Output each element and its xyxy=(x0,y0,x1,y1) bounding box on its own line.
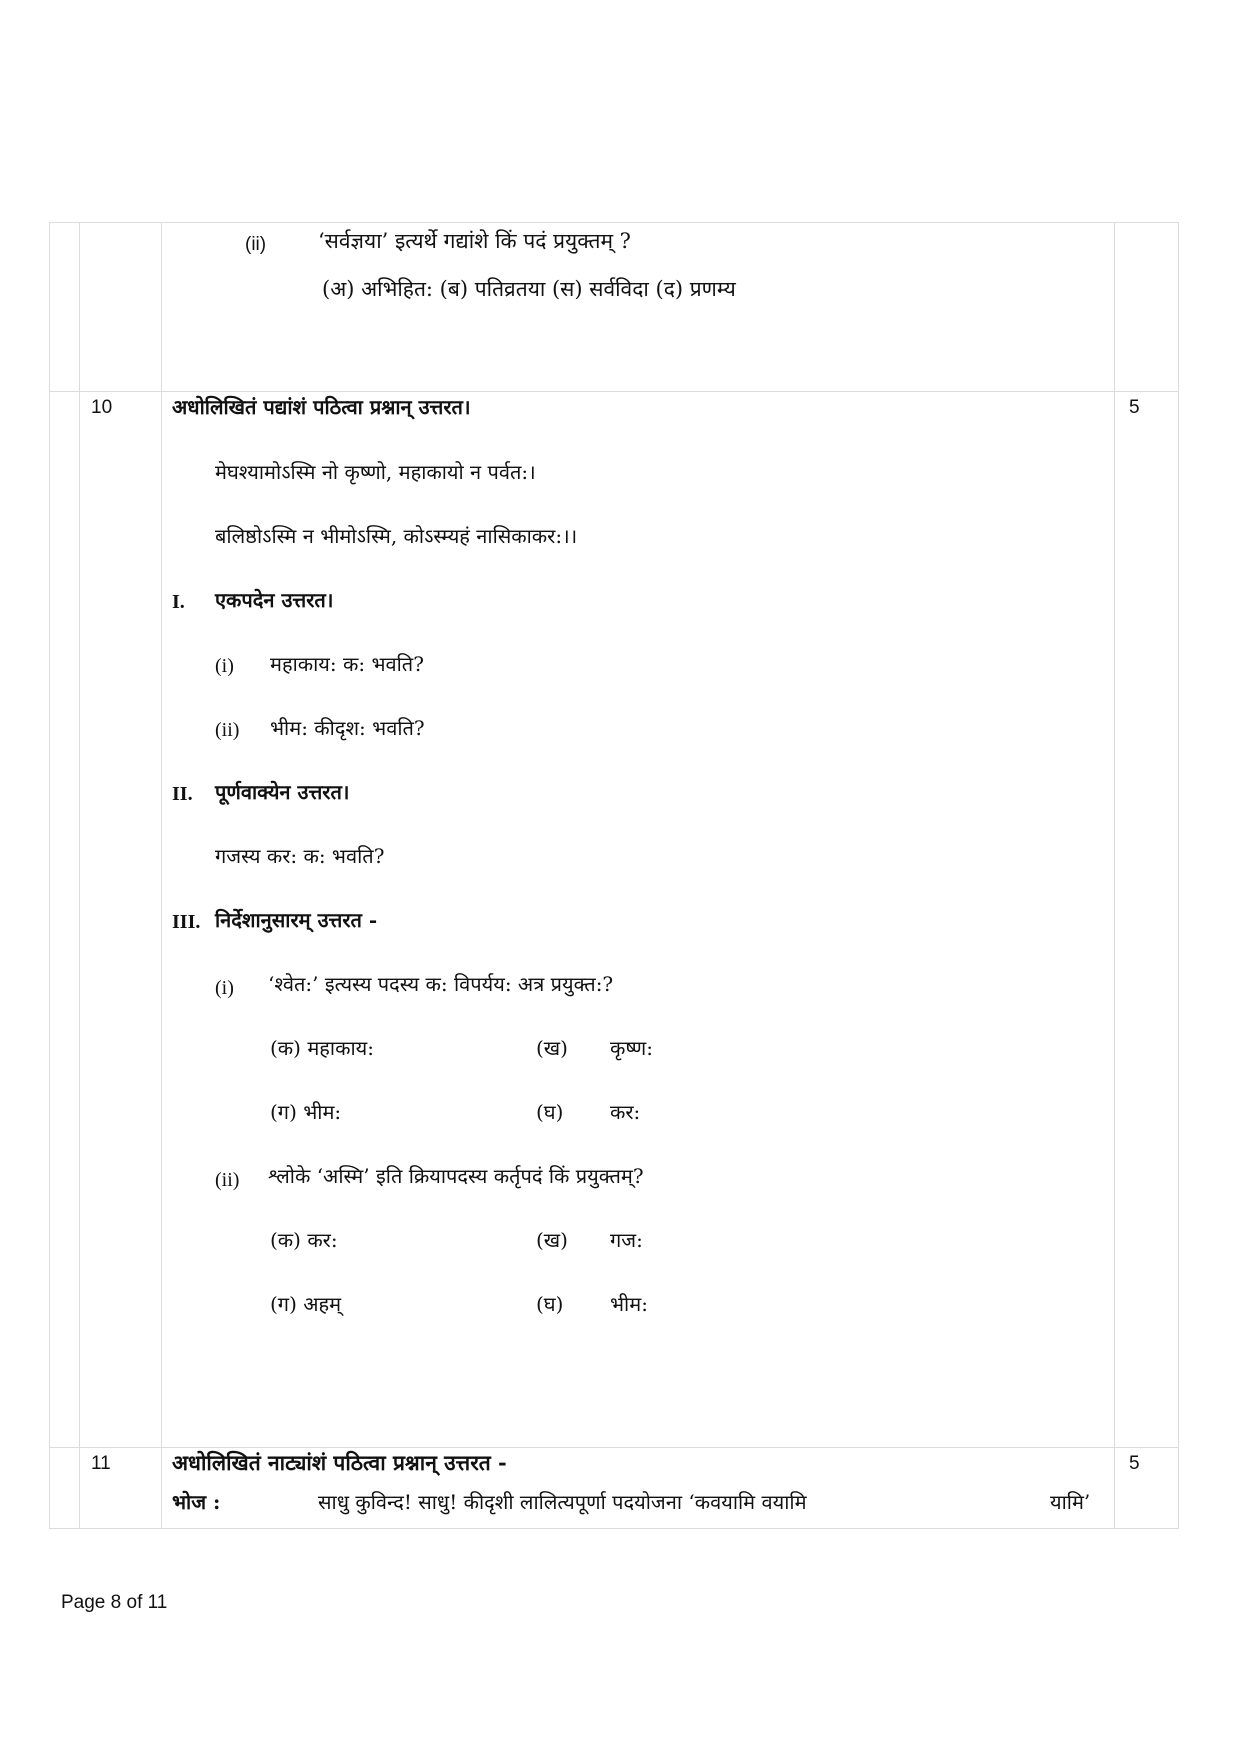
part3-q-ii-option-ga: (ग) अहम् xyxy=(270,1292,342,1316)
part3-q-i-option-gha: कर: xyxy=(610,1100,641,1124)
q9-sub-ii-options: (अ) अभिहित: (ब) पतिव्रतया (स) सर्वविदा (द) प्रणम्य xyxy=(322,277,736,301)
part1-numeral: I. xyxy=(172,591,185,613)
table-top-border xyxy=(49,222,1179,223)
table-col-divider-1 xyxy=(79,222,80,1529)
part1-q-ii-label: (ii) xyxy=(215,719,240,741)
part1-q-i: महाकाय: क: भवति? xyxy=(270,652,424,676)
table-bottom-border xyxy=(49,1528,1179,1529)
part3-q-ii-option-ka: (क) कर: xyxy=(270,1228,338,1252)
part1-q-i-label: (i) xyxy=(215,655,234,677)
part3-q-i-option-ga: (ग) भीम: xyxy=(270,1100,342,1124)
part3-title: निर्देशानुसारम् उत्तरत - xyxy=(215,908,378,932)
q9-sub-ii-label: (ii) xyxy=(245,234,267,255)
table-row-divider-1 xyxy=(49,391,1179,392)
table-left-border xyxy=(49,222,50,1529)
part3-numeral: III. xyxy=(172,911,201,933)
q10-heading: अधोलिखितं पद्यांशं पठित्वा प्रश्नान् उत्तरत। xyxy=(172,395,471,419)
q10-marks: 5 xyxy=(1129,397,1140,418)
page-number: Page 8 of 11 xyxy=(61,1592,168,1613)
part3-q-ii-option-gha: भीम: xyxy=(610,1292,648,1316)
part3-q-ii-option-gha-label: (घ) xyxy=(536,1292,564,1316)
q11-marks: 5 xyxy=(1129,1453,1140,1474)
part3-q-i-option-gha-label: (घ) xyxy=(536,1100,564,1124)
table-row-divider-2 xyxy=(49,1447,1179,1448)
part3-q-ii-label: (ii) xyxy=(215,1169,240,1191)
part2-numeral: II. xyxy=(172,783,193,805)
q11-speaker: भोज : xyxy=(172,1490,221,1514)
part3-q-i-option-kha-label: (ख) xyxy=(536,1036,568,1060)
part2-title: पूर्णवाक्येन उत्तरत। xyxy=(215,780,350,804)
q11-heading: अधोलिखितं नाट्यांशं पठित्वा प्रश्नान् उत्तरत - xyxy=(172,1450,507,1475)
q11-dialogue: साधु कुविन्द! साधु! कीदृशी लालित्यपूर्णा पदयोजना ‘कवयामि वयामि xyxy=(318,1490,807,1514)
part3-q-ii: श्लोके ‘अस्मि’ इति क्रियापदस्य कर्तृपदं किं प्रयुक्तम्? xyxy=(268,1164,644,1188)
q11-number: 11 xyxy=(91,1453,111,1474)
part3-q-i-option-kha: कृष्ण: xyxy=(610,1036,653,1060)
part3-q-ii-option-kha: गज: xyxy=(610,1228,643,1252)
part3-q-i-option-ka: (क) महाकाय: xyxy=(270,1036,374,1060)
q10-verse-line-1: मेघश्यामोऽस्मि नो कृष्णो, महाकायो न पर्वत:। xyxy=(215,460,536,484)
q10-number: 10 xyxy=(91,397,113,418)
table-col-divider-3 xyxy=(1114,222,1115,1529)
part1-title: एकपदेन उत्तरत। xyxy=(215,588,334,612)
part1-q-ii: भीम: कीदृश: भवति? xyxy=(270,716,425,740)
table-right-border xyxy=(1178,222,1179,1529)
table-col-divider-2 xyxy=(161,222,162,1529)
q10-verse-line-2: बलिष्ठोऽस्मि न भीमोऽस्मि, कोऽस्म्यहं नासिकाकर:।। xyxy=(215,524,578,548)
part2-q: गजस्य कर: क: भवति? xyxy=(215,844,385,868)
part3-q-ii-option-kha-label: (ख) xyxy=(536,1228,568,1252)
part3-q-i: ‘श्वेत:’ इत्यस्य पदस्य क: विपर्यय: अत्र प्रयुक्त:? xyxy=(268,972,614,996)
part3-q-i-label: (i) xyxy=(215,977,234,999)
q9-sub-ii-question: ‘सर्वज्ञया’ इत्यर्थे गद्यांशे किं पदं प्रयुक्तम् ? xyxy=(318,229,631,253)
q11-dialogue-end: यामि’ xyxy=(1050,1490,1091,1514)
